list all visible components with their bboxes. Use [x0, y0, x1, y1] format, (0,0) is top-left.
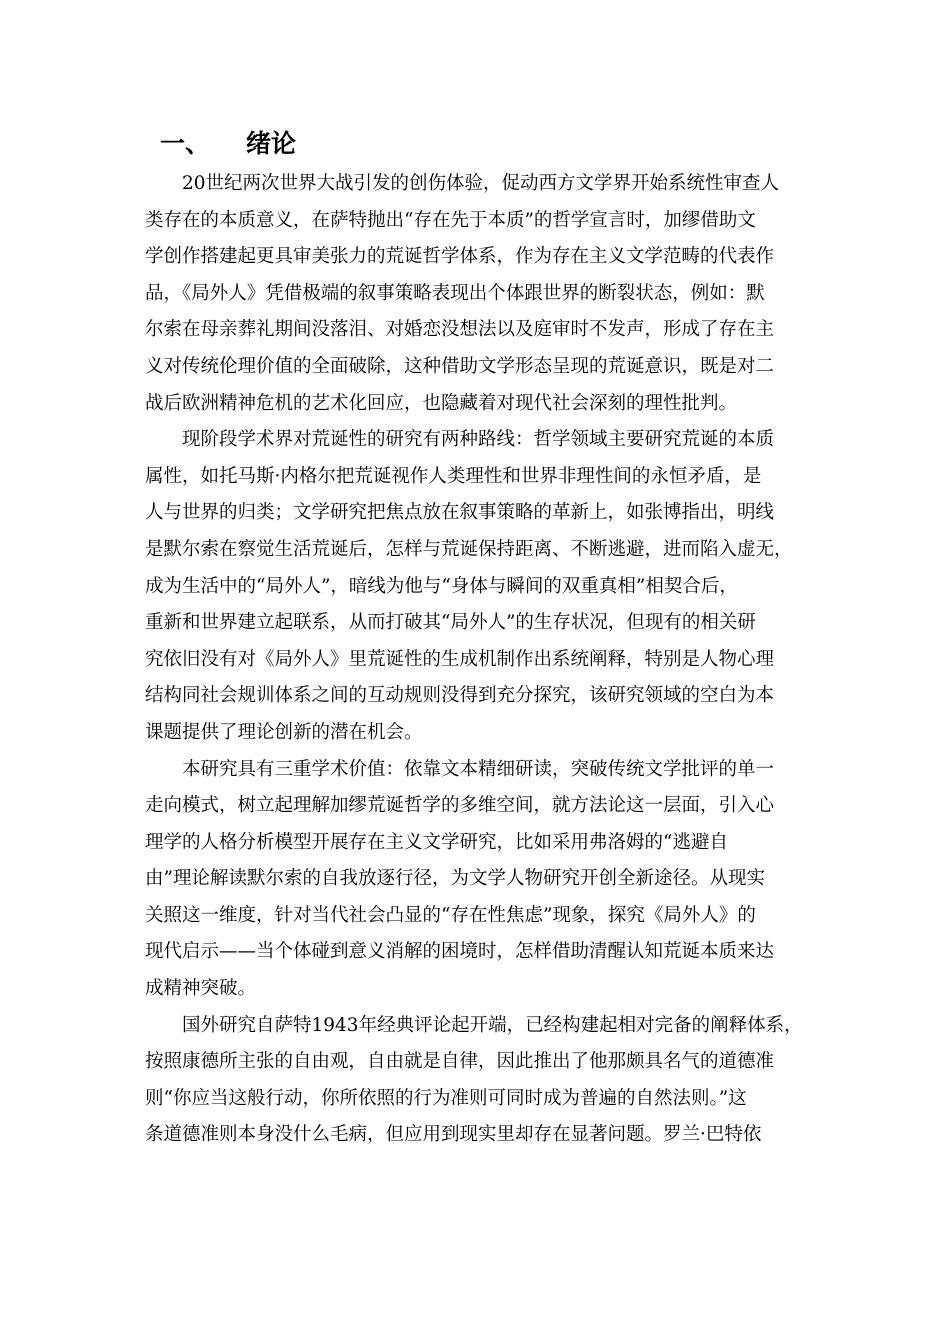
text-line: 现阶段学术界对荒诞性的研究有两种路线：哲学领域主要研究荒诞的本质: [182, 429, 775, 451]
text-line: 课题提供了理论创新的潜在机会。: [145, 721, 423, 743]
section-title: 绪论: [246, 129, 297, 158]
text-line: 是默尔索在察觉生活荒诞后，怎样与荒诞保持距离、不断逃避，进而陷入虚无，: [145, 538, 793, 560]
text-line: 关照这一维度，针对当代社会凸显的“存在性焦虑”现象，探究《局外人》的: [145, 904, 756, 926]
text-line: 类存在的本质意义，在萨特抛出“存在先于本质”的哲学宣言时，加缪借助文: [145, 209, 756, 231]
text-line: 理学的人格分析模型开展存在主义文学研究，比如采用弗洛姆的“逃避自: [145, 831, 728, 853]
text-line: 品，《局外人》凭借极端的叙事策略表现出个体跟世界的断裂状态，例如：默: [145, 282, 765, 304]
text-line: 属性，如托马斯·内格尔把荒诞视作人类理性和世界非理性间的永恒矛盾，是: [145, 465, 762, 487]
text-line: 战后欧洲精神危机的艺术化回应，也隐藏着对现代社会深刻的理性批判。: [145, 392, 738, 414]
text-line: 成为生活中的“局外人”，暗线为他与“身体与瞬间的双重真相”相契合后，: [145, 575, 738, 597]
text-line: 现代启示——当个体碰到意义消解的困境时，怎样借助清醒认知荒诞本质来达: [145, 941, 775, 963]
section-heading: [160, 124, 296, 164]
text-line: 条道德准则本身没什么毛病，但应用到现实里却存在显著问题。罗兰·巴特依: [145, 1124, 762, 1146]
text-line: 学创作搭建起更具审美张力的荒诞哲学体系，作为存在主义文学范畴的代表作: [145, 246, 775, 268]
text-line: 人与世界的归类；文学研究把焦点放在叙事策略的革新上，如张博指出，明线: [145, 502, 775, 524]
body-text: [145, 166, 805, 1154]
text-line: 重新和世界建立起联系，从而打破其“局外人”的生存状况，但现有的相关研: [145, 612, 756, 634]
text-line: 则“你应当这般行动，你所依照的行为准则可同时成为普遍的自然法则。”这: [145, 1087, 747, 1109]
text-line: 由”理论解读默尔索的自我放逐行径，为文学人物研究开创全新途径。从现实: [145, 868, 765, 890]
text-line: 国外研究自萨特1943年经典评论起开端，已经构建起相对完备的阐释体系，: [182, 1014, 803, 1036]
text-line: 义对传统伦理价值的全面破除，这种借助文学形态呈现的荒诞意识，既是对二: [145, 355, 775, 377]
text-line: 究依旧没有对《局外人》里荒诞性的生成机制作出系统阐释，特别是人物心理: [145, 648, 775, 670]
text-line: 尔索在母亲葬礼期间没落泪、对婚恋没想法以及庭审时不发声，形成了存在主: [145, 319, 775, 341]
text-line: 本研究具有三重学术价值：依靠文本精细研读，突破传统文学批评的单一: [182, 758, 775, 780]
text-line: 结构同社会规训体系之间的互动规则没得到充分探究，该研究领域的空白为本: [145, 685, 775, 707]
text-line: 成精神突破。: [145, 978, 257, 1000]
text-line: 按照康德所主张的自由观，自由就是自律，因此推出了他那颇具名气的道德准: [145, 1051, 775, 1073]
text-line: 走向模式，树立起理解加缪荒诞哲学的多维空间，就方法论这一层面，引入心: [145, 795, 775, 817]
section-number: 一、: [160, 129, 211, 158]
text-line: 20世纪两次世界大战引发的创伤体验，促动西方文学界开始系统性审查人: [182, 173, 780, 194]
